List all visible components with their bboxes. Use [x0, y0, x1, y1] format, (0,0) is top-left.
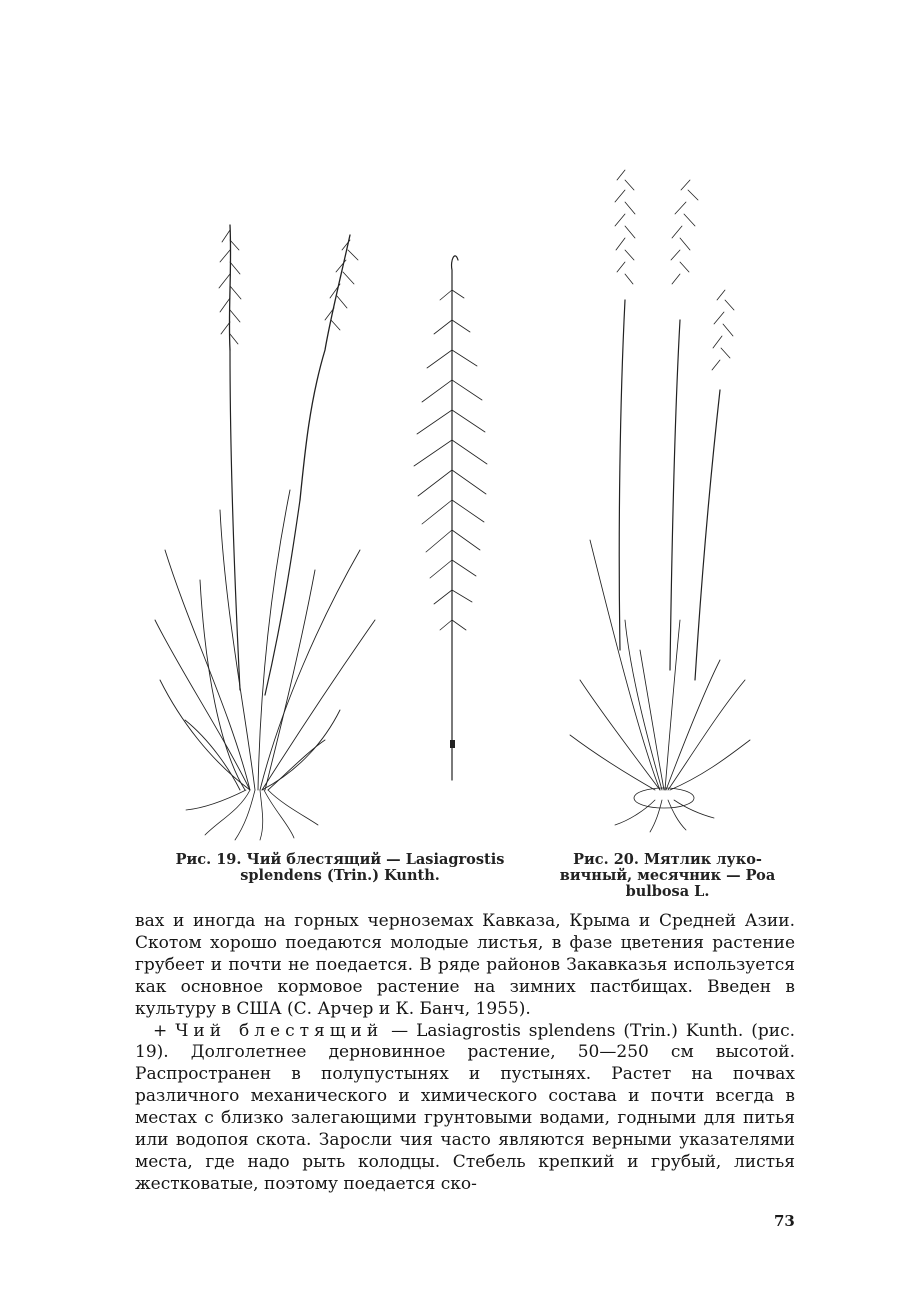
figure-19-caption [165, 852, 515, 884]
figure-20-caption-line-2: вичный, месячник — Poa [559, 867, 776, 884]
paragraph-1: вах и иногда на горных черноземах Кавказа, Крыма и Средней Азии. Скотом хорошо поедаются молодые листья, в фазе цветения растение грубеет и почти не поедается. В ряде районов Закавказья используется как основное кормовое растение на зимних пастбищах. Введен в культуру в США (С. Арчер и К. Банч, 1955). [135, 911, 795, 1019]
poa-bulbosa-plant-drawing [570, 170, 750, 832]
lasiagrostis-panicle-drawing [414, 256, 487, 780]
figure-19-caption-line-1: Рис. 19. Чий блестящий — Lasiagrostis [175, 851, 505, 868]
species-name: Чий блестящий [175, 1020, 384, 1041]
paragraph-2-text: — Lasiagrostis splendens (Trin.) Kunth. (рис. 19). Долголетнее дерновинное растение, 50—250 см высотой. Распространен в полупустынях и пустынях. Растет на почвах различного механического и химического состава и почти всегда в местах с близко залегающими грунтовыми водами, годными для питья или водопоя скота. Заросли чия часто являются верными указателями места, где надо рыть колодцы. Стебель крепкий и грубый, листья жестковатые, поэтому поедается ско- [135, 1020, 796, 1194]
figure-19-caption-line-2: splendens (Trin.) Kunth. [240, 867, 440, 884]
page-number: 73 [774, 1212, 795, 1230]
paragraph-2 [135, 1021, 795, 1196]
figure-20-caption-line-1: Рис. 20. Мятлик луко- [573, 851, 762, 868]
figure-20-caption-line-3: bulbosa L. [625, 883, 710, 900]
lasiagrostis-plant-drawing [155, 225, 375, 840]
entry-mark: + [153, 1020, 168, 1041]
figure-20-caption [550, 852, 785, 900]
grass-illustrations [150, 150, 800, 850]
body-text [135, 911, 795, 1196]
